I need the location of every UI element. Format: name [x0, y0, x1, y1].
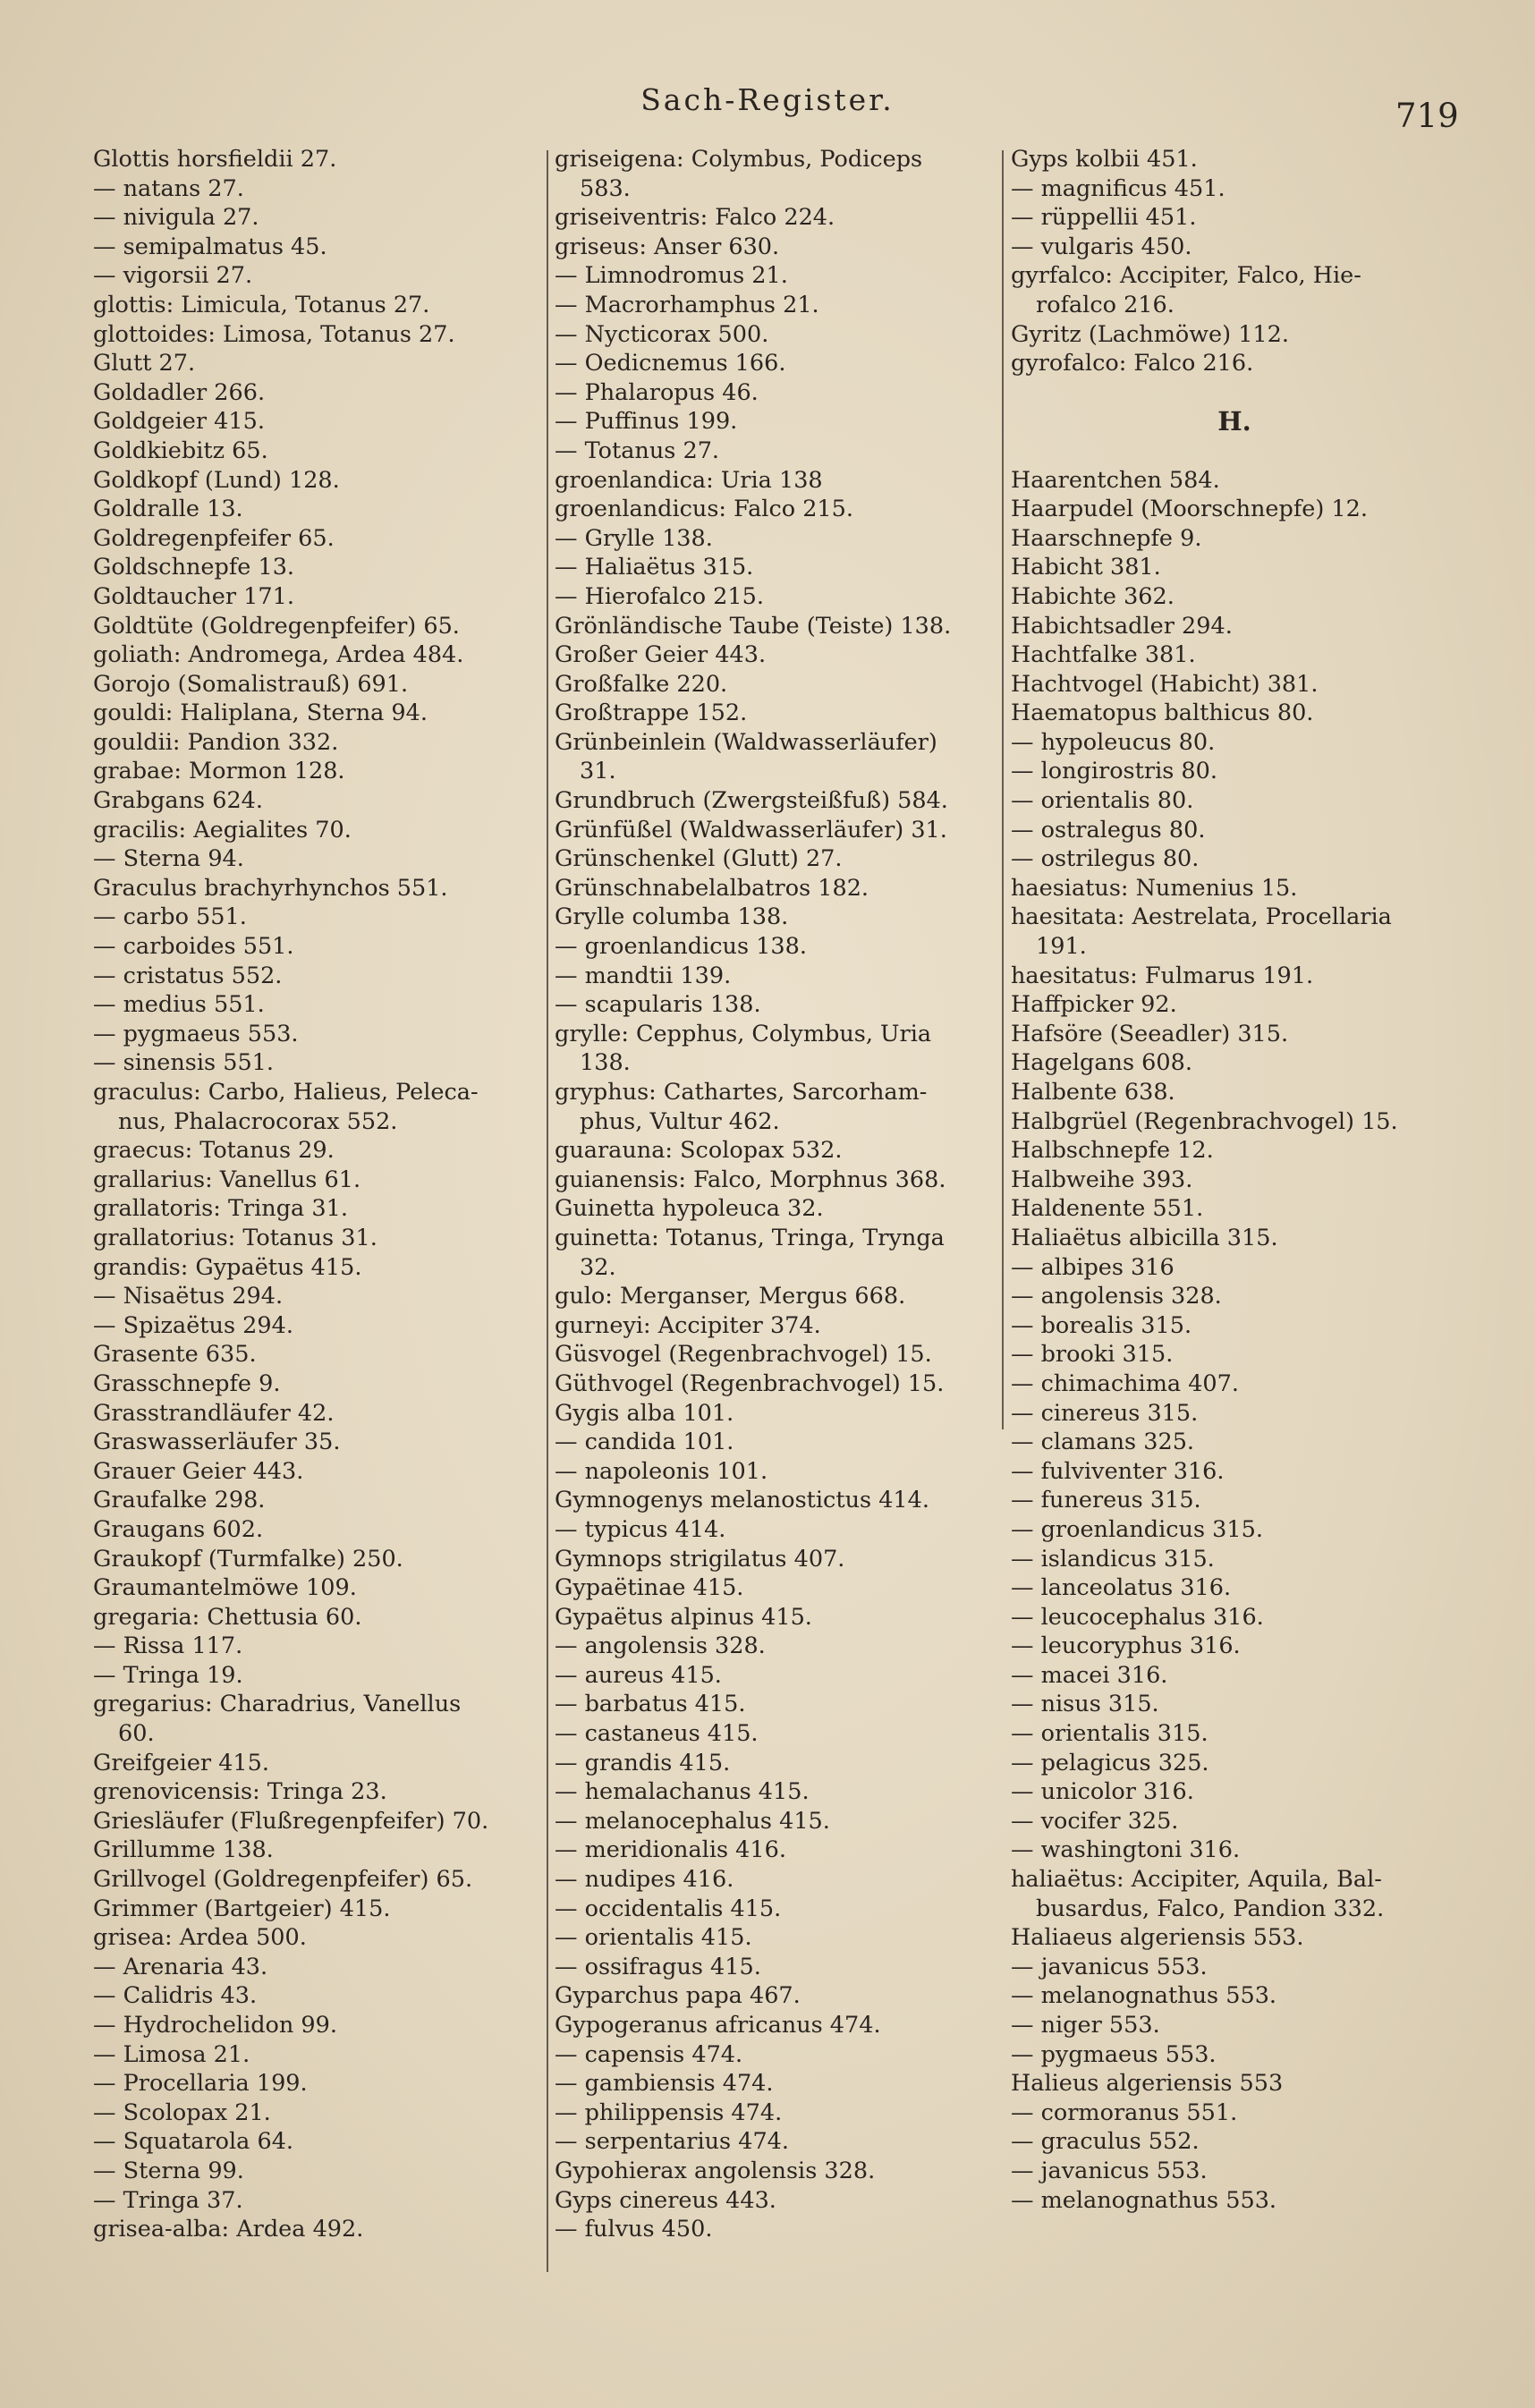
index-column-2	[555, 145, 1002, 2244]
index-entry: Großtrappe 152.	[555, 700, 748, 727]
index-entry: Hafsöre (Seeadler) 315.	[1011, 1020, 1289, 1047]
index-entry: haesiatus: Numenius 15.	[1011, 874, 1298, 902]
index-entry: Grillvogel (Goldregenpfeifer) 65.	[93, 1866, 473, 1894]
index-entry: Grasschnepfe 9.	[93, 1369, 281, 1397]
index-entry: — clamans 325.	[1011, 1429, 1195, 1456]
index-entry: gurneyi: Accipiter 374.	[555, 1311, 821, 1339]
index-entry: — melanognathus 553.	[1011, 2186, 1277, 2214]
index-entry: — unicolor 316.	[1011, 1778, 1194, 1806]
index-entry: — borealis 315.	[1011, 1311, 1192, 1339]
index-entry: Goldgeier 415.	[93, 408, 265, 436]
index-entry: griseigena: Colymbus, Podiceps	[555, 146, 923, 173]
index-entry: graculus: Carbo, Halieus, Peleca-	[93, 1079, 479, 1106]
index-entry: Grünschenkel (Glutt) 27.	[555, 845, 843, 873]
index-entry: — magnificus 451.	[1011, 174, 1225, 202]
index-entry: — Grylle 138.	[555, 524, 713, 552]
index-entry: — Tringa 37.	[93, 2186, 243, 2214]
index-entry: — vigorsii 27.	[93, 262, 253, 290]
index-entry: — macei 316.	[1011, 1661, 1168, 1689]
index-entry: 32.	[580, 1253, 616, 1281]
index-entry: — Sterna 94.	[93, 845, 244, 873]
index-entry: Haematopus balthicus 80.	[1011, 700, 1314, 727]
index-entry: Güthvogel (Regenbrachvogel) 15.	[555, 1369, 945, 1397]
index-entry: — ossifragus 415.	[555, 1953, 761, 1980]
index-entry: Grünbeinlein (Waldwasserläufer)	[555, 728, 937, 756]
index-entry: — semipalmatus 45.	[93, 233, 327, 260]
index-entry: grabae: Mormon 128.	[93, 758, 345, 785]
index-entry: — javanicus 553.	[1011, 1953, 1208, 1980]
index-entry: — grandis 415.	[555, 1749, 731, 1776]
index-entry: — Scolopax 21.	[93, 2099, 271, 2126]
index-entry: grandis: Gypaëtus 415.	[93, 1253, 362, 1281]
index-entry: — melanognathus 553.	[1011, 1982, 1277, 2010]
index-entry: 31.	[580, 758, 616, 785]
index-entry: — albipes 316	[1011, 1253, 1175, 1281]
index-entry: griseiventris: Falco 224.	[555, 204, 835, 232]
column-rule	[547, 150, 548, 2272]
index-entry: Glutt 27.	[93, 350, 196, 377]
index-entry: Griesläufer (Flußregenpfeifer) 70.	[93, 1807, 489, 1835]
index-entry: — napoleonis 101.	[555, 1457, 768, 1485]
index-entry: — pelagicus 325.	[1011, 1749, 1209, 1776]
index-entry: haesitata: Aestrelata, Procellaria	[1011, 903, 1392, 931]
index-entry: — Spizaëtus 294.	[93, 1311, 293, 1339]
index-entry: — fulvus 450.	[555, 2216, 713, 2243]
column-rule	[1002, 150, 1004, 1429]
index-entry: — Puffinus 199.	[555, 408, 738, 436]
index-entry: Grimmer (Bartgeier) 415.	[93, 1895, 391, 1922]
index-entry: — vocifer 325.	[1011, 1807, 1179, 1835]
index-entry: 583.	[580, 174, 631, 202]
index-entry: — Hydrochelidon 99.	[93, 2012, 337, 2039]
index-entry: — niger 553.	[1011, 2012, 1160, 2039]
index-entry: phus, Vultur 462.	[580, 1107, 780, 1135]
index-entry: — angolensis 328.	[1011, 1283, 1222, 1310]
index-entry: — mandtii 139.	[555, 962, 732, 989]
index-entry: rofalco 216.	[1036, 291, 1175, 318]
index-entry: grallatoris: Tringa 31.	[93, 1195, 348, 1223]
index-entry: — philippensis 474.	[555, 2099, 783, 2126]
index-entry: — carboides 551.	[93, 933, 294, 961]
index-entry: haliaëtus: Accipiter, Aquila, Bal-	[1011, 1866, 1382, 1894]
index-entry: Graufalke 298.	[93, 1487, 266, 1514]
index-entry: griseus: Anser 630.	[555, 233, 780, 260]
index-entry: — chimachima 407.	[1011, 1369, 1239, 1397]
index-entry: Haliaëtus albicilla 315.	[1011, 1224, 1278, 1251]
index-entry: — serpentarius 474.	[555, 2128, 789, 2156]
index-entry: Halbweihe 393.	[1011, 1166, 1193, 1193]
index-entry: Güsvogel (Regenbrachvogel) 15.	[555, 1341, 932, 1369]
index-entry: — aureus 415.	[555, 1661, 722, 1689]
index-entry: guinetta: Totanus, Tringa, Trynga	[555, 1224, 945, 1251]
index-entry: Goldadler 266.	[93, 378, 266, 406]
index-entry: — Nycticorax 500.	[555, 320, 769, 348]
index-entry: — pygmaeus 553.	[1011, 2040, 1217, 2068]
index-entry: Graculus brachyrhynchos 551.	[93, 874, 448, 902]
index-entry: Gorojo (Somalistrauß) 691.	[93, 670, 409, 698]
index-entry: groenlandica: Uria 138	[555, 466, 823, 494]
index-entry: — medius 551.	[93, 991, 265, 1019]
index-entry: — scapularis 138.	[555, 991, 761, 1019]
index-entry: gyrfalco: Accipiter, Falco, Hie-	[1011, 262, 1361, 290]
index-column-1	[93, 145, 539, 2244]
index-entry: — gambiensis 474.	[555, 2070, 774, 2098]
index-entry: Hachtvogel (Habicht) 381.	[1011, 670, 1319, 698]
index-entry: — hypoleucus 80.	[1011, 728, 1216, 756]
index-entry: — graculus 552.	[1011, 2128, 1200, 2156]
index-entry: Grünschnabelalbatros 182.	[555, 874, 869, 902]
index-entry: grisea-alba: Ardea 492.	[93, 2216, 364, 2243]
index-entry: — leucoryphus 316.	[1011, 1632, 1241, 1660]
index-entry: gulo: Merganser, Mergus 668.	[555, 1283, 906, 1310]
index-entry: — melanocephalus 415.	[555, 1807, 830, 1835]
index-entry: guarauna: Scolopax 532.	[555, 1137, 843, 1165]
index-entry: — capensis 474.	[555, 2040, 743, 2068]
index-entry: Haliaeus algeriensis 553.	[1011, 1924, 1304, 1952]
index-entry: gregaria: Chettusia 60.	[93, 1603, 362, 1631]
index-entry: Grundbruch (Zwergsteißfuß) 584.	[555, 787, 948, 815]
index-entry: Habichtsadler 294.	[1011, 612, 1233, 640]
index-entry: glottoides: Limosa, Totanus 27.	[93, 320, 455, 348]
index-entry: — Arenaria 43.	[93, 1953, 268, 1980]
index-entry: — Procellaria 199.	[93, 2070, 308, 2098]
index-entry: graecus: Totanus 29.	[93, 1137, 335, 1165]
index-entry: — Totanus 27.	[555, 437, 720, 464]
index-entry: — ostrilegus 80.	[1011, 845, 1200, 873]
index-entry: — fulviventer 316.	[1011, 1457, 1225, 1485]
index-entry: Grylle columba 138.	[555, 903, 789, 931]
index-entry: Goldtaucher 171.	[93, 582, 294, 610]
index-entry: — ostralegus 80.	[1011, 816, 1206, 844]
index-entry: Grasente 635.	[93, 1341, 257, 1369]
index-entry: 138.	[580, 1049, 631, 1077]
index-entry: busardus, Falco, Pandion 332.	[1036, 1895, 1385, 1922]
index-entry: gouldii: Pandion 332.	[93, 728, 339, 756]
index-entry: — Hierofalco 215.	[555, 582, 764, 610]
index-entry: Gyps kolbii 451.	[1011, 146, 1198, 173]
index-entry: — Sterna 99.	[93, 2157, 244, 2184]
index-entry: Hagelgans 608.	[1011, 1049, 1192, 1077]
index-entry: gracilis: Aegialites 70.	[93, 816, 352, 844]
index-entry: — brooki 315.	[1011, 1341, 1174, 1369]
index-entry: Haldenente 551.	[1011, 1195, 1204, 1223]
entry-spacer	[1011, 437, 1458, 466]
index-entry: — carbo 551.	[93, 903, 247, 931]
index-entry: gregarius: Charadrius, Vanellus	[93, 1691, 462, 1718]
index-entry: Graugans 602.	[93, 1515, 264, 1543]
index-entry: Großfalke 220.	[555, 670, 728, 698]
index-entry: glottis: Limicula, Totanus 27.	[93, 291, 430, 318]
index-entry: — angolensis 328.	[555, 1632, 766, 1660]
index-entry: Haffpicker 92.	[1011, 991, 1177, 1019]
index-entry: Gymnogenys melanostictus 414.	[555, 1487, 929, 1514]
index-entry: — orientalis 80.	[1011, 787, 1194, 815]
index-entry: Goldkopf (Lund) 128.	[93, 466, 340, 494]
index-entry: grylle: Cepphus, Colymbus, Uria	[555, 1020, 932, 1047]
index-entry: — cinereus 315.	[1011, 1399, 1199, 1427]
index-entry: grallarius: Vanellus 61.	[93, 1166, 361, 1193]
index-entry: Halieus algeriensis 553	[1011, 2070, 1284, 2098]
index-entry: Goldregenpfeifer 65.	[93, 524, 335, 552]
index-entry: Gypogeranus africanus 474.	[555, 2012, 881, 2039]
index-entry: — vulgaris 450.	[1011, 233, 1192, 260]
index-entry: — Tringa 19.	[93, 1661, 243, 1689]
index-entry: Goldralle 13.	[93, 496, 243, 523]
index-entry: Greifgeier 415.	[93, 1749, 269, 1776]
index-entry: 60.	[118, 1720, 155, 1748]
index-entry: Haarschnepfe 9.	[1011, 524, 1202, 552]
index-entry: Halbente 638.	[1011, 1079, 1175, 1106]
index-entry: Grasstrandläufer 42.	[93, 1399, 335, 1427]
index-entry: Gyparchus papa 467.	[555, 1982, 801, 2010]
index-entry: Haarpudel (Moorschnepfe) 12.	[1011, 496, 1368, 523]
index-entry: Großer Geier 443.	[555, 641, 767, 669]
index-entry: Gygis alba 101.	[555, 1399, 734, 1427]
index-entry: — castaneus 415.	[555, 1720, 759, 1748]
index-entry: — natans 27.	[93, 174, 244, 202]
index-entry: — leucocephalus 316.	[1011, 1603, 1264, 1631]
index-entry: guianensis: Falco, Morphnus 368.	[555, 1166, 946, 1193]
index-entry: — hemalachanus 415.	[555, 1778, 810, 1806]
index-entry: — occidentalis 415.	[555, 1895, 782, 1922]
index-entry: grallatorius: Totanus 31.	[93, 1224, 377, 1251]
index-entry: — Phalaropus 46.	[555, 378, 759, 406]
index-entry: — pygmaeus 553.	[93, 1020, 299, 1047]
index-entry: Gypaëtinae 415.	[555, 1574, 744, 1602]
index-entry: 191.	[1036, 933, 1087, 961]
page-number: 719	[1395, 97, 1459, 135]
running-head: Sach-Register.	[640, 82, 895, 117]
index-entry: Grünfüßel (Waldwasserläufer) 31.	[555, 816, 947, 844]
section-letter-heading: H.	[1217, 407, 1251, 437]
index-entry: Grillumme 138.	[93, 1836, 274, 1864]
index-entry: — orientalis 315.	[1011, 1720, 1208, 1748]
index-entry: — longirostris 80.	[1011, 758, 1217, 785]
index-entry: — cormoranus 551.	[1011, 2099, 1238, 2126]
index-entry: — Rissa 117.	[93, 1632, 243, 1660]
index-entry: — sinensis 551.	[93, 1049, 274, 1077]
index-entry: — islandicus 315.	[1011, 1545, 1215, 1573]
index-entry: — groenlandicus 315.	[1011, 1515, 1263, 1543]
index-entry: Gypohierax angolensis 328.	[555, 2157, 876, 2184]
index-entry: Graumantelmöwe 109.	[93, 1574, 357, 1602]
index-entry: Gypaëtus alpinus 415.	[555, 1603, 812, 1631]
index-entry: — nisus 315.	[1011, 1691, 1159, 1718]
index-entry: groenlandicus: Falco 215.	[555, 496, 853, 523]
index-entry: — nudipes 416.	[555, 1866, 734, 1894]
index-entry: Gyps cinereus 443.	[555, 2186, 776, 2214]
index-entry: Habicht 381.	[1011, 554, 1161, 581]
index-entry: gyrofalco: Falco 216.	[1011, 350, 1254, 377]
index-entry: — Nisaëtus 294.	[93, 1283, 284, 1310]
index-entry: — groenlandicus 138.	[555, 933, 807, 961]
index-entry: — candida 101.	[555, 1429, 734, 1456]
index-entry: — rüppellii 451.	[1011, 204, 1197, 232]
index-entry: Grabgans 624.	[93, 787, 264, 815]
index-entry: Grönländische Taube (Teiste) 138.	[555, 612, 952, 640]
index-entry: — typicus 414.	[555, 1515, 726, 1543]
entry-spacer	[1011, 378, 1458, 408]
index-entry: — Haliaëtus 315.	[555, 554, 754, 581]
index-entry: — Limnodromus 21.	[555, 262, 788, 290]
index-entry: Guinetta hypoleuca 32.	[555, 1195, 824, 1223]
index-entry: Habichte 362.	[1011, 582, 1175, 610]
index-entry: Glottis horsfieldii 27.	[93, 146, 337, 173]
index-entry: Goldkiebitz 65.	[93, 437, 268, 464]
index-entry: Gymnops strigilatus 407.	[555, 1545, 845, 1573]
index-entry: — cristatus 552.	[93, 962, 283, 989]
index-entry: Goldschnepfe 13.	[93, 554, 295, 581]
index-entry: — funereus 315.	[1011, 1487, 1201, 1514]
index-entry: — orientalis 415.	[555, 1924, 752, 1952]
index-entry: goliath: Andromega, Ardea 484.	[93, 641, 464, 669]
index-entry: — barbatus 415.	[555, 1691, 746, 1718]
index-entry: Graswasserläufer 35.	[93, 1429, 341, 1456]
index-entry: Gyritz (Lachmöwe) 112.	[1011, 320, 1289, 348]
index-entry: — washingtoni 316.	[1011, 1836, 1241, 1864]
index-entry: — nivigula 27.	[93, 204, 259, 232]
index-entry: haesitatus: Fulmarus 191.	[1011, 962, 1314, 989]
index-entry: — meridionalis 416.	[555, 1836, 786, 1864]
index-entry: — Calidris 43.	[93, 1982, 258, 2010]
index-entry: Halbgrüel (Regenbrachvogel) 15.	[1011, 1107, 1398, 1135]
index-entry: — lanceolatus 316.	[1011, 1574, 1232, 1602]
index-entry: gouldi: Haliplana, Sterna 94.	[93, 700, 428, 727]
index-entry: Graukopf (Turmfalke) 250.	[93, 1545, 403, 1573]
index-column-3	[1011, 145, 1458, 2215]
index-entry: — javanicus 553.	[1011, 2157, 1208, 2184]
index-entry: Hachtfalke 381.	[1011, 641, 1196, 669]
index-entry: — Oedicnemus 166.	[555, 350, 786, 377]
index-entry: Halbschnepfe 12.	[1011, 1137, 1214, 1165]
index-entry: — Limosa 21.	[93, 2040, 250, 2068]
index-entry: Grauer Geier 443.	[93, 1457, 304, 1485]
index-entry: nus, Phalacrocorax 552.	[118, 1107, 398, 1135]
index-entry: grenovicensis: Tringa 23.	[93, 1778, 387, 1806]
index-entry: — Squatarola 64.	[93, 2128, 294, 2156]
index-entry: Goldtüte (Goldregenpfeifer) 65.	[93, 612, 460, 640]
index-entry: gryphus: Cathartes, Sarcorham-	[555, 1079, 928, 1106]
index-entry: Haarentchen 584.	[1011, 466, 1220, 494]
index-entry: grisea: Ardea 500.	[93, 1924, 307, 1952]
index-entry: — Macrorhamphus 21.	[555, 291, 819, 318]
